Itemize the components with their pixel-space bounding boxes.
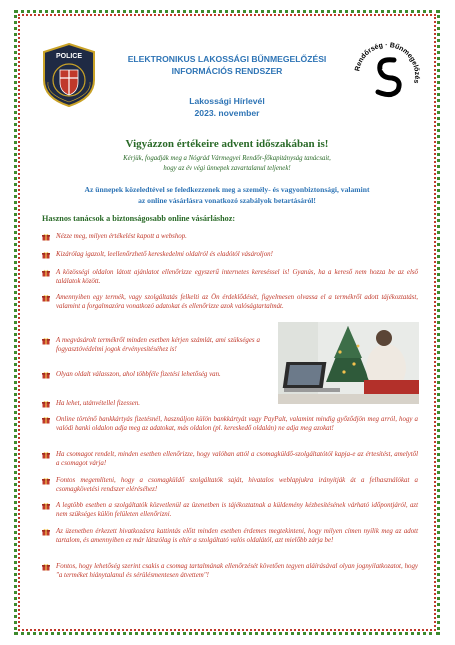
tip-text: A megvásárolt termékről minden esetben kérjen számlát, ami szükséges a fogyasztóvédelmi jogok érvényesítéséhez is! [56, 337, 260, 354]
tip-text: Kizárólag igazolt, leellenőrzhető kereskedelmi oldalról és eladótól vásároljon! [56, 251, 273, 258]
system-title [112, 53, 342, 77]
bulletin-date: 2023. november [194, 108, 260, 118]
tip-item-12 [42, 527, 418, 545]
tip-text: Online történő bankkártyás fizetésnél, használjon külön bankkártyát vagy PayPalt, valamint mindig győződjön meg arról, hogy a valódi banki oldalon adja meg az adatokat, más oldalon (pl. kereskedő oldalán) ne adja meg azokat! [56, 416, 418, 433]
main-heading: Vigyázzon értékeire advent időszakában is! [125, 138, 329, 150]
gift-icon [42, 502, 50, 510]
intro-line-1: Kérjük, fogadják meg a Nógrád Vármegyei Rendőr-főkapitányság tanácsait, [123, 155, 331, 162]
gift-icon [42, 451, 50, 459]
tip-text: Az üzenetben érkezett hivatkozásra kattintás előtt minden esetben érdemes megtekinteni, hogy milyen címen nyílik meg az adott tartalom, és amennyiben ez már látszólag is eltér a szolgáltató valós oldalától, azt mielőbb zárja be! [56, 528, 418, 545]
tip-item-11 [42, 501, 418, 519]
tip-item-10 [42, 476, 418, 494]
tip-item-8 [42, 415, 418, 433]
badge-text-top: POLICE [55, 53, 83, 60]
gift-icon [42, 477, 50, 485]
intro-text [40, 154, 414, 174]
lead-text [40, 184, 414, 206]
tip-text: Olyan oldalt válasszon, ahol többféle fizetési lehetőség van. [56, 371, 221, 378]
tip-item-2 [42, 250, 418, 259]
lead-line-2: az online vásárlásra vonatkozó szabályok betartásáról! [138, 196, 316, 205]
tip-item-6 [42, 370, 260, 379]
system-title-line2: INFORMÁCIÓS RENDSZER [171, 66, 283, 76]
gift-icon [42, 563, 50, 571]
tip-text: Fontos megemlíteni, hogy a csomagküldő szolgáltatók saját, hivatalos weblapjukra irányítják át a felhasználókat a csomagkövetési rendszer eléréséhez! [56, 477, 418, 494]
tip-text: Amennyiben egy termék, vagy szolgáltatás felkelti az Ön érdeklődését, figyelmesen olvassa el a termékről adott tájékoztatást, valamint a forgalmazóra vonatkozó adatokat és ellenőrizze azok valóságtartalmát. [56, 294, 418, 311]
prevention-ring-text: Rendőrség · Bűnmegelőzés [354, 41, 421, 85]
tip-item-13 [42, 562, 418, 580]
tip-item-4 [42, 293, 418, 311]
bulletin-title [112, 95, 342, 119]
tip-text: A legtöbb esetben a szolgáltatók közvetlenül az üzenetben is tájékoztatnak a küldemény kézbesítésének várható időpontjáról, azt nem szükséges külön felületen ellenőrizni. [56, 502, 418, 519]
tip-item-3 [42, 268, 418, 286]
tip-item-9 [42, 450, 418, 468]
crime-prevention-logo [352, 40, 422, 110]
gift-icon [42, 371, 50, 379]
tip-text: Ha lehet, utánvétellel fizessen. [56, 400, 141, 407]
tip-text: Fontos, hogy lehetőség szerint csakis a csomag tartalmának ellenőrzését követően tegyen aláírásával olyan jognyilatkozatot, hogy "a terméket hiánytalanul és sérülésmentesen átvettem"! [56, 563, 418, 580]
intro-line-2: hogy az év végi ünnepek zavartalanul teljenek! [163, 165, 291, 172]
tip-text: Ha csomagot rendelt, minden esetben ellenőrizze, hogy valóban attól a csomagküldő-szolgáltatótól kapja-e az értesítést, amelytől a csomagot várja! [56, 451, 418, 468]
gift-icon [42, 251, 50, 259]
bulletin-name: Lakossági Hírlevél [189, 96, 265, 106]
tip-item-1 [42, 232, 418, 241]
gift-icon [42, 337, 50, 345]
gift-icon [42, 416, 50, 424]
lead-line-1: Az ünnepek közeledtével se feledkezzenek meg a személy- és vagyonbiztonsági, valamint [84, 185, 370, 194]
tip-text: Nézze meg, milyen értékelést kapott a webshop. [56, 233, 187, 240]
gift-icon [42, 294, 50, 302]
gift-icon [42, 400, 50, 408]
gift-icon [42, 269, 50, 277]
tip-item-5 [42, 336, 260, 354]
gift-icon [42, 528, 50, 536]
gift-icon [42, 233, 50, 241]
tip-item-7 [42, 399, 418, 408]
tip-text: A közösségi oldalon látott ajánlatot ellenőrizze egyszerű internetes kereséssel is! Gyanús, ha a kereső nem hozza be az első találatok között. [56, 269, 418, 286]
tips-heading: Hasznos tanácsok a biztonságosabb online vásárláshoz: [42, 214, 236, 223]
system-title-line1: ELEKTRONIKUS LAKOSSÁGI BŰNMEGELŐZÉSI [127, 54, 327, 64]
police-badge-logo [40, 42, 98, 108]
christmas-shopping-photo [278, 322, 419, 404]
